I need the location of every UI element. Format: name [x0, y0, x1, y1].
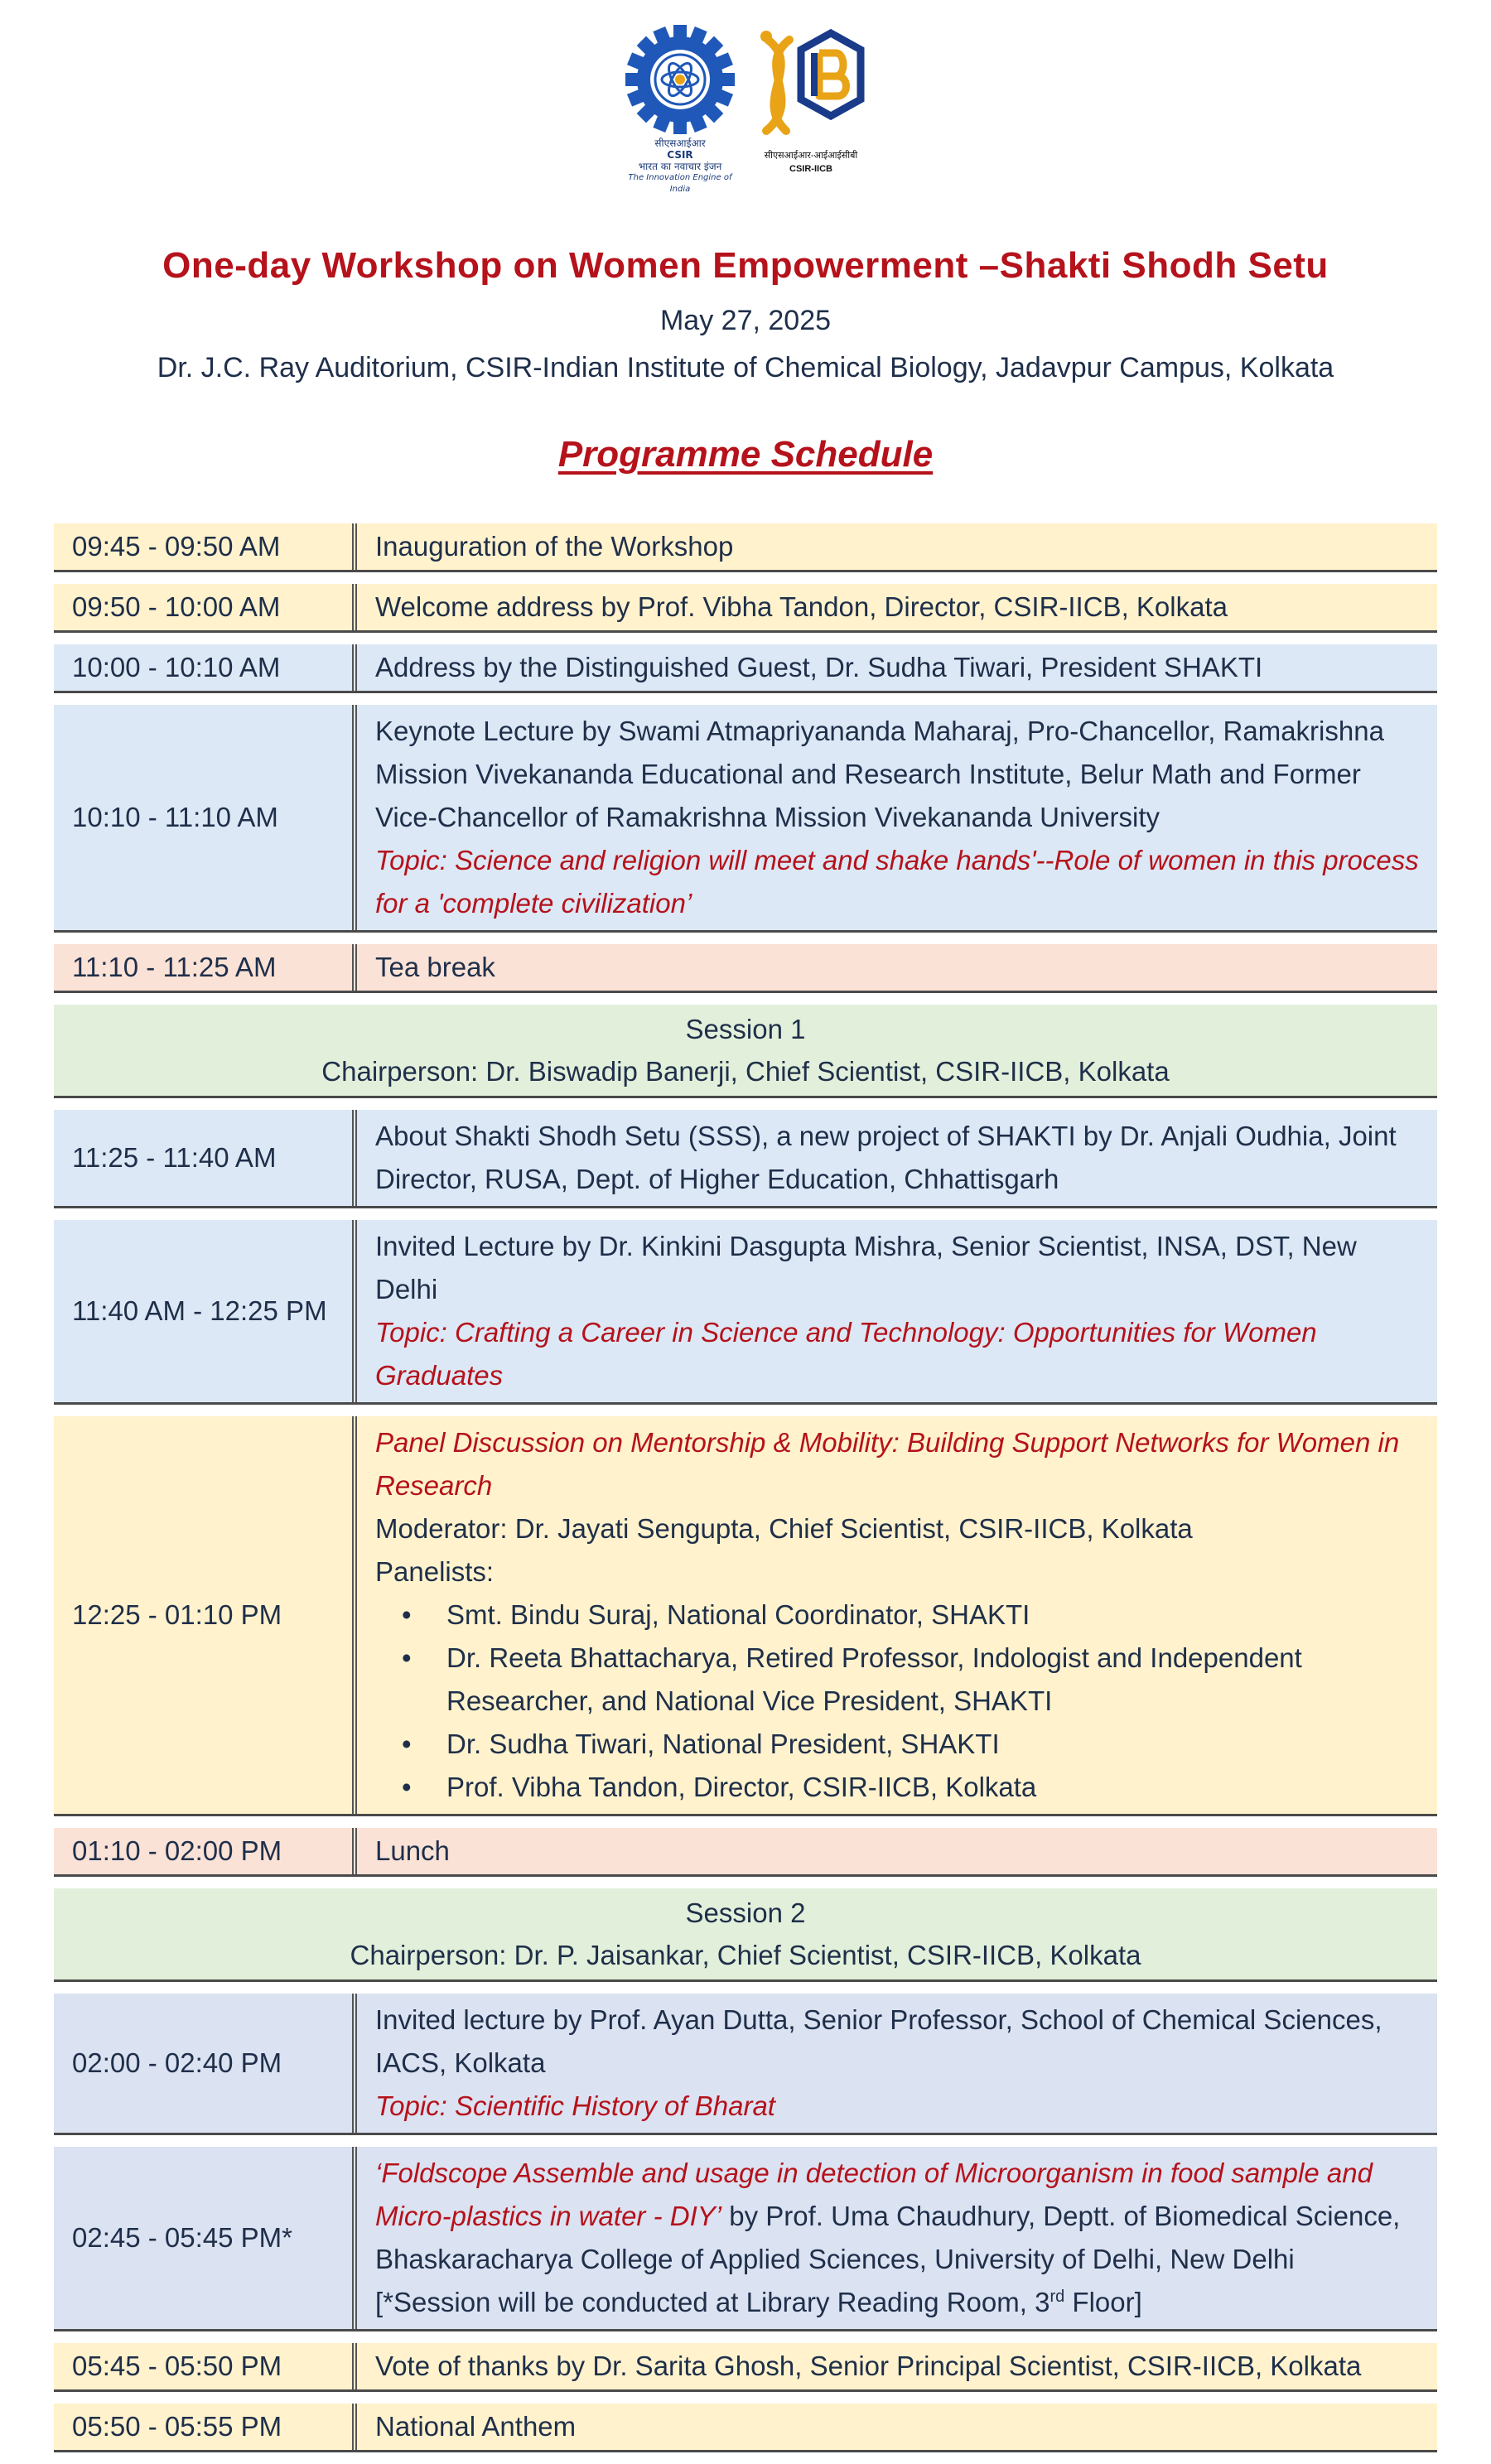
- session-title: Session 2: [685, 1897, 806, 1928]
- workshop-topic: ‘Foldscope Assemble and usage in detection of Microorganism in food sample and Micro-plastics in water - DIY’: [375, 2158, 1373, 2231]
- row-description: About Shakti Shodh Setu (SSS), a new project of SHAKTI by Dr. Anjali Oudhia, Joint Director, RUSA, Dept. of Higher Education, Chhattisgarh: [375, 1121, 1397, 1194]
- row-description: Lunch: [375, 1835, 450, 1866]
- row-time: 10:00 - 10:10 AM: [54, 644, 357, 691]
- table-row: [54, 584, 1437, 633]
- row-time: 11:40 AM - 12:25 PM: [54, 1220, 357, 1402]
- keynote-topic: Topic: Science and religion will meet and shake hands'--Role of women in this process for a 'complete civilization’: [375, 845, 1419, 919]
- iicb-logo: [753, 25, 869, 190]
- row-description: National Anthem: [375, 2411, 577, 2442]
- table-row: [54, 705, 1437, 933]
- lecture-text: Invited Lecture by Dr. Kinkini Dasgupta Mishra, Senior Scientist, INSA, DST, New Delhi: [375, 1231, 1357, 1304]
- row-time: 11:25 - 11:40 AM: [54, 1110, 357, 1206]
- row-description: Welcome address by Prof. Vibha Tandon, Director, CSIR-IICB, Kolkata: [375, 591, 1228, 622]
- row-description: [357, 1416, 1437, 1814]
- row-time: 09:50 - 10:00 AM: [54, 584, 357, 630]
- csir-tagline: The Innovation Engine of India: [628, 173, 732, 194]
- row-description: [357, 705, 1437, 930]
- schedule-table: [54, 523, 1437, 2464]
- panel-moderator: Moderator: Dr. Jayati Sengupta, Chief Scientist, CSIR-IICB, Kolkata: [375, 1513, 1193, 1544]
- workshop-text: [375, 2152, 1426, 2281]
- session-note-sup: rd: [1049, 2288, 1065, 2306]
- iicb-caption-hindi: सीएसआईआर-आईआईसीबी: [764, 151, 858, 161]
- row-description: [357, 1994, 1437, 2133]
- session-title: Session 1: [685, 1014, 806, 1044]
- table-row: [54, 523, 1437, 572]
- list-item: • Dr. Sudha Tiwari, National President, SHAKTI: [375, 1723, 1426, 1766]
- row-description: Vote of thanks by Dr. Sarita Ghosh, Senior Principal Scientist, CSIR-IICB, Kolkata: [375, 2351, 1362, 2381]
- row-time: 02:45 - 05:45 PM*: [54, 2147, 357, 2329]
- csir-emblem-icon: [622, 25, 738, 137]
- csir-caption-hindi: सीएसआईआर: [654, 137, 706, 149]
- row-time: 12:25 - 01:10 PM: [54, 1416, 357, 1814]
- page-title: One-day Workshop on Women Empowerment –Shakti Shodh Setu: [162, 245, 1329, 286]
- row-time: 05:45 - 05:50 PM: [54, 2343, 357, 2389]
- list-item: • Dr. Reeta Bhattacharya, Retired Professor, Indologist and Independent Researcher, and National Vice President, SHAKTI: [375, 1637, 1426, 1723]
- table-row: [54, 1828, 1437, 1877]
- panel-topic: Panel Discussion on Mentorship & Mobility: Building Support Networks for Women in Research: [375, 1427, 1400, 1501]
- lecture-text: Invited lecture by Prof. Ayan Dutta, Senior Professor, School of Chemical Sciences, IACS, Kolkata: [375, 2004, 1382, 2078]
- session-header: [54, 1005, 1437, 1098]
- table-row: [54, 944, 1437, 993]
- row-time: 05:50 - 05:55 PM: [54, 2404, 357, 2450]
- table-row: [54, 2343, 1437, 2392]
- logo-bar: [0, 25, 1491, 199]
- schedule-heading: Programme Schedule: [557, 434, 934, 475]
- panelist-list: [375, 1594, 1426, 1809]
- csir-caption-english: CSIR: [667, 149, 693, 161]
- panelists-label: Panelists:: [375, 1556, 495, 1587]
- table-row: [54, 1994, 1437, 2135]
- row-description: [357, 2147, 1437, 2329]
- workshop-speaker: by Prof. Uma Chaudhury, Deptt. of Biomedical Science, Bhaskaracharya College of Applied Sciences, University of Delhi, New Delhi: [375, 2201, 1401, 2274]
- table-row: [54, 2147, 1437, 2331]
- row-time: 09:45 - 09:50 AM: [54, 523, 357, 570]
- lecture-topic: Topic: Scientific History of Bharat: [375, 2090, 775, 2121]
- list-item: • Smt. Bindu Suraj, National Coordinator, SHAKTI: [375, 1594, 1426, 1637]
- event-venue: Dr. J.C. Ray Auditorium, CSIR-Indian Institute of Chemical Biology, Jadavpur Campus, Kolkata: [157, 352, 1334, 383]
- row-time: 02:00 - 02:40 PM: [54, 1994, 357, 2133]
- list-item: • Prof. Vibha Tandon, Director, CSIR-IICB, Kolkata: [375, 1766, 1426, 1809]
- csir-caption-hindi-tagline: भारत का नवाचार इंजन: [638, 161, 722, 172]
- table-row: [54, 1110, 1437, 1208]
- session-note-suffix: Floor]: [1064, 2287, 1142, 2317]
- session-chairperson: Chairperson: Dr. P. Jaisankar, Chief Scientist, CSIR-IICB, Kolkata: [350, 1940, 1141, 1970]
- table-row: [54, 2404, 1437, 2452]
- event-date: May 27, 2025: [659, 305, 832, 336]
- csir-caption: [622, 137, 738, 195]
- table-row: [54, 1416, 1437, 1816]
- table-row: [54, 1220, 1437, 1405]
- row-description: Inauguration of the Workshop: [375, 531, 734, 562]
- row-description: Address by the Distinguished Guest, Dr. Sudha Tiwari, President SHAKTI: [375, 652, 1263, 682]
- iicb-caption-english: CSIR-IICB: [789, 164, 832, 174]
- row-description: Tea break: [375, 952, 495, 982]
- keynote-text: Keynote Lecture by Swami Atmapriyananda Maharaj, Pro-Chancellor, Ramakrishna Mission Vivekananda Educational and Research Institute, Belur Math and Former Vice-Chancellor of Ramakrishna Mission Vivekananda University: [375, 716, 1384, 832]
- lecture-topic: Topic: Crafting a Career in Science and Technology: Opportunities for Women Graduates: [375, 1317, 1317, 1391]
- session-header: [54, 1888, 1437, 1982]
- row-description: [357, 1220, 1437, 1402]
- row-time: 11:10 - 11:25 AM: [54, 944, 357, 991]
- session-note-prefix: [*Session will be conducted at Library Reading Room, 3: [375, 2287, 1050, 2317]
- iicb-caption: [753, 149, 869, 176]
- row-time: 01:10 - 02:00 PM: [54, 1828, 357, 1874]
- session-chairperson: Chairperson: Dr. Biswadip Banerji, Chief Scientist, CSIR-IICB, Kolkata: [321, 1056, 1170, 1087]
- iicb-emblem-icon: [753, 25, 869, 149]
- session-note: [375, 2281, 1426, 2324]
- row-time: 10:10 - 11:10 AM: [54, 705, 357, 930]
- table-row: [54, 644, 1437, 693]
- csir-logo: [622, 25, 738, 194]
